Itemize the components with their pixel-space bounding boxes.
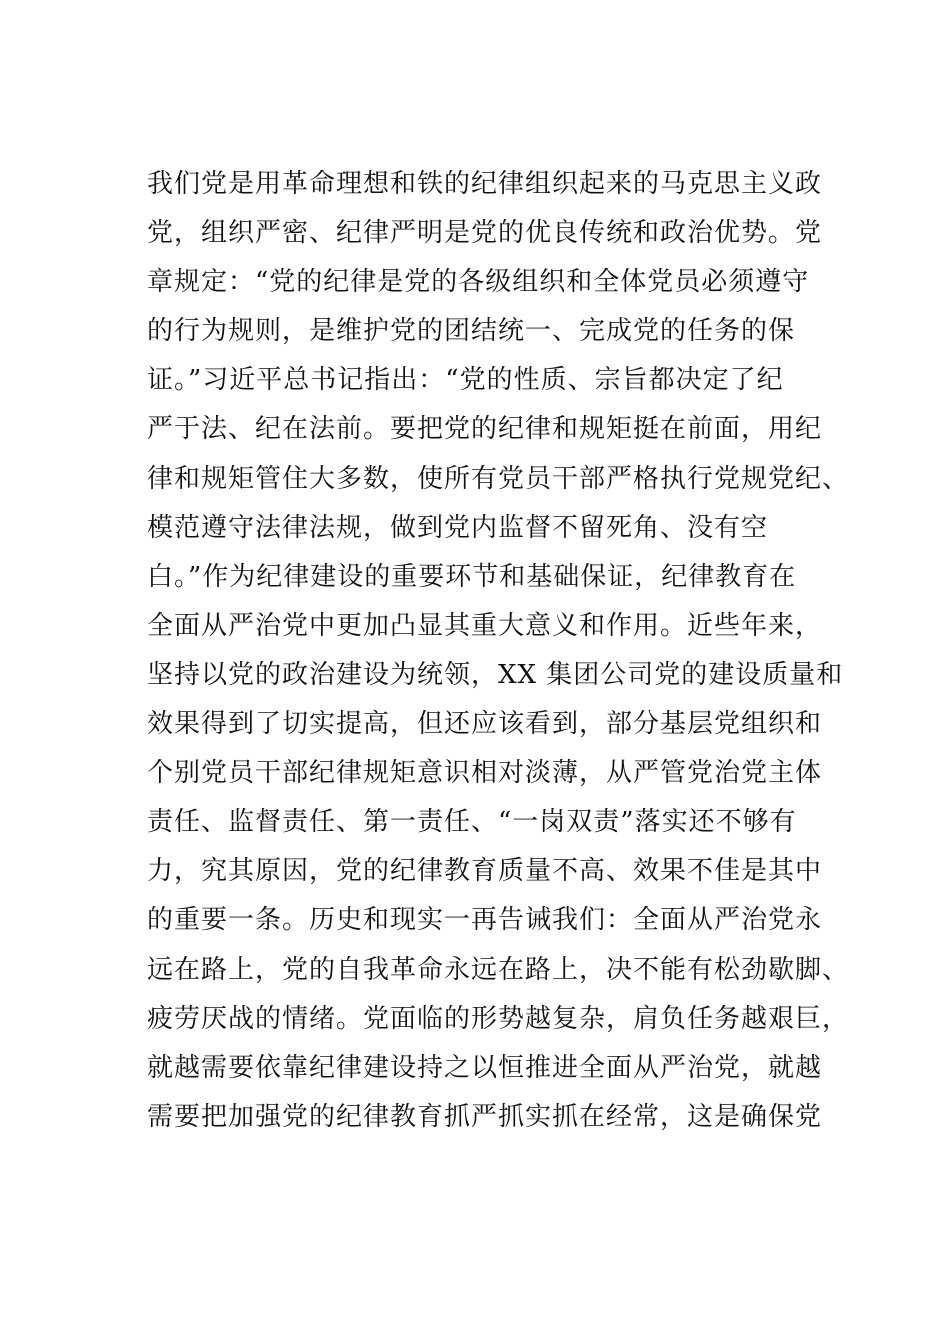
text-line: 责任、监督责任、第一责任、“一岗双责”落实还不够有 [147, 807, 797, 838]
body-paragraph [147, 160, 850, 1142]
text-line: 个别党员干部纪律规矩意识相对淡薄，从严管党治党主体 [147, 758, 823, 789]
text-line: 疲劳厌战的情绪。党面临的形势越复杂，肩负任务越艰巨， [147, 1003, 850, 1034]
text-line: 模范遵守法律法规，做到党内监督不留死角、没有空 [147, 512, 769, 543]
text-line: 力，究其原因，党的纪律教育质量不高、效果不佳是其中 [147, 856, 823, 887]
text-line: 严于法、纪在法前。要把党的纪律和规矩挺在前面，用纪 [147, 414, 823, 445]
text-line: 的行为规则，是维护党的团结统一、完成党的任务的保 [147, 316, 796, 347]
text-line: 白。”作为纪律建设的重要环节和基础保证，纪律教育在 [147, 561, 797, 592]
text-line: 全面从严治党中更加凸显其重大意义和作用。近些年来， [147, 610, 823, 641]
text-line: 坚持以党的政治建设为统领，XX 集团公司党的建设质量和 [147, 659, 844, 690]
text-line: 需要把加强党的纪律教育抓严抓实抓在经常，这是确保党 [147, 1101, 823, 1132]
text-line: 效果得到了切实提高，但还应该看到，部分基层党组织和 [147, 709, 823, 740]
text-line: 的重要一条。历史和现实一再告诫我们：全面从严治党永 [147, 905, 823, 936]
text-line: 就越需要依靠纪律建设持之以恒推进全面从严治党，就越 [147, 1052, 823, 1083]
text-line: 证。”习近平总书记指出：“党的性质、宗旨都决定了纪 [147, 365, 784, 396]
text-line: 章规定：“党的纪律是党的各级组织和全体党员必须遵守 [147, 267, 810, 298]
text-line: 党，组织严密、纪律严明是党的优良传统和政治优势。党 [147, 218, 823, 249]
text-line: 远在路上，党的自我革命永远在路上，决不能有松劲歇脚、 [147, 954, 850, 985]
text-line: 律和规矩管住大多数，使所有党员干部严格执行党规党纪、 [147, 463, 850, 494]
text-line: 我们党是用革命理想和铁的纪律组织起来的马克思主义政 [147, 169, 823, 199]
